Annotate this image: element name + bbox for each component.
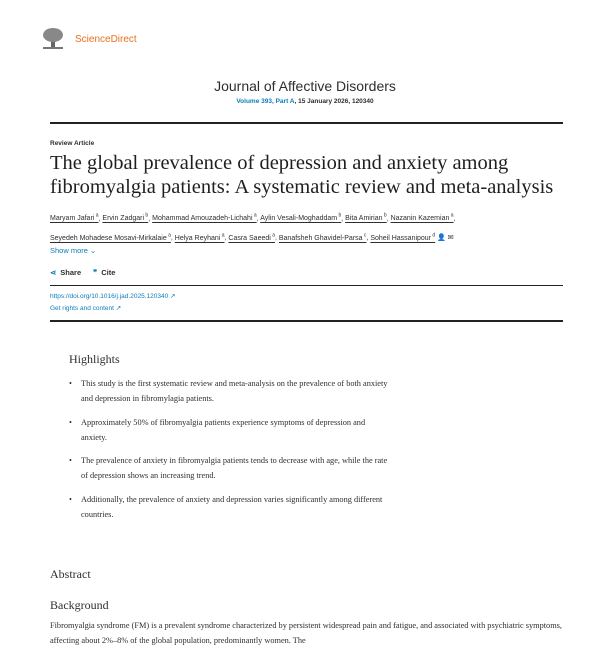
article-title: The global prevalence of depression and anxiety among fibromyalgia patients: A systematic review and meta-analysis	[50, 152, 554, 198]
share-button[interactable]: ⋖ Share	[50, 268, 82, 277]
sciencedirect-logo[interactable]: ScienceDirect	[75, 34, 137, 45]
highlight-item: • The prevalence of anxiety in fibromyalgia patients tends to decrease with age, while the rate of depression shows an increasing trend.	[69, 454, 389, 483]
doi-link[interactable]: https://doi.org/10.1016/j.jad.2025.120340 ↗	[50, 293, 176, 300]
article-actions	[50, 268, 115, 277]
author-link[interactable]: Maryam Jafari $^a$	[50, 213, 99, 223]
highlight-item: • Approximately 50% of fibromyalgia patients experience symptoms of depression and anxiety.	[69, 416, 389, 445]
background-heading: Background	[50, 598, 109, 612]
affiliation-marker: a	[166, 232, 171, 239]
person-mail-icon[interactable]: 👤 ✉	[435, 234, 454, 242]
highlight-item: • This study is the first systematic review and meta-analysis on the prevalence of both anxiety and depression in fibromylagia patients.	[69, 377, 389, 406]
abstract-heading: Abstract	[50, 567, 91, 581]
author-link[interactable]: Bita Amirian $^b$	[345, 213, 387, 223]
journal-title[interactable]: Journal of Affective Disorders	[214, 78, 396, 94]
author-link[interactable]: Banafsheh Ghavidel-Parsa $^c$	[278, 232, 367, 242]
author-list: Maryam Jafari $^a$, Ervin Zadgari $^b$, Mohammad Amouzadeh-Lichahi $^a$, Aylin Vesali-Moghaddam $^b$, Bita Amirian $^b$, Nazanin Kazemian $^a$, Seyedeh Mohadese Mosavi-Mirkalaie $^a$, Helya Reyhani $^a$, Casra Saeedi $^a$, Banafsheh Ghavidel-Parsa $^c$, Soheil Hassanipour $^d$ 👤 ✉	[50, 213, 456, 242]
affiliation-marker: b	[382, 213, 387, 219]
affiliation-marker: a	[94, 213, 99, 219]
author-link[interactable]: Seyedeh Mohadese Mosavi-Mirkalaie $^a$	[50, 232, 171, 242]
quote-icon: ❞	[93, 268, 98, 277]
elsevier-tree-logo	[41, 27, 65, 51]
affiliation-marker: a	[220, 232, 225, 239]
volume-info: Volume 393, Part A, 15 January 2026, 120340	[236, 98, 374, 105]
affiliation-marker: b	[144, 213, 149, 219]
affiliation-marker: b	[337, 213, 342, 219]
author-link[interactable]: Helya Reyhani $^a$	[174, 232, 225, 242]
volume-link[interactable]: Volume 393, Part A	[236, 98, 295, 105]
divider	[50, 122, 563, 124]
author-link[interactable]: Aylin Vesali-Moghaddam $^b$	[260, 213, 342, 223]
author-link[interactable]: Soheil Hassanipour $^d$	[370, 232, 436, 242]
author-link[interactable]: Nazanin Kazemian $^a$	[390, 213, 454, 223]
affiliation-marker: a	[449, 213, 454, 219]
show-more-button[interactable]: Show more ⌄	[50, 246, 97, 255]
highlights-heading: Highlights	[69, 352, 120, 366]
affiliation-marker: a	[270, 232, 275, 239]
affiliation-marker: a	[252, 213, 257, 219]
rights-link[interactable]: Get rights and content ↗	[50, 305, 122, 312]
affiliation-marker: d	[431, 232, 436, 239]
divider	[50, 320, 563, 322]
article-type: Review Article	[50, 140, 95, 147]
highlight-item: • Additionally, the prevalence of anxiety and depression varies significantly among different countries.	[69, 493, 389, 522]
affiliation-marker: c	[362, 232, 367, 239]
abstract-text: Fibromyalgia syndrome (FM) is a prevalent syndrome characterized by persistent widespread pain and fatigue, and associated with psychiatric symptoms, affecting about 2%–8% of the global population, predominantly women. The	[50, 621, 562, 645]
cite-button[interactable]: ❞ Cite	[93, 268, 116, 277]
divider	[50, 285, 563, 286]
share-icon: ⋖	[50, 268, 57, 277]
author-link[interactable]: Mohammad Amouzadeh-Lichahi $^a$	[152, 213, 257, 223]
author-link[interactable]: Casra Saeedi $^a$	[228, 232, 275, 242]
chevron-down-icon: ⌄	[90, 246, 97, 255]
author-link[interactable]: Ervin Zadgari $^b$	[102, 213, 149, 223]
